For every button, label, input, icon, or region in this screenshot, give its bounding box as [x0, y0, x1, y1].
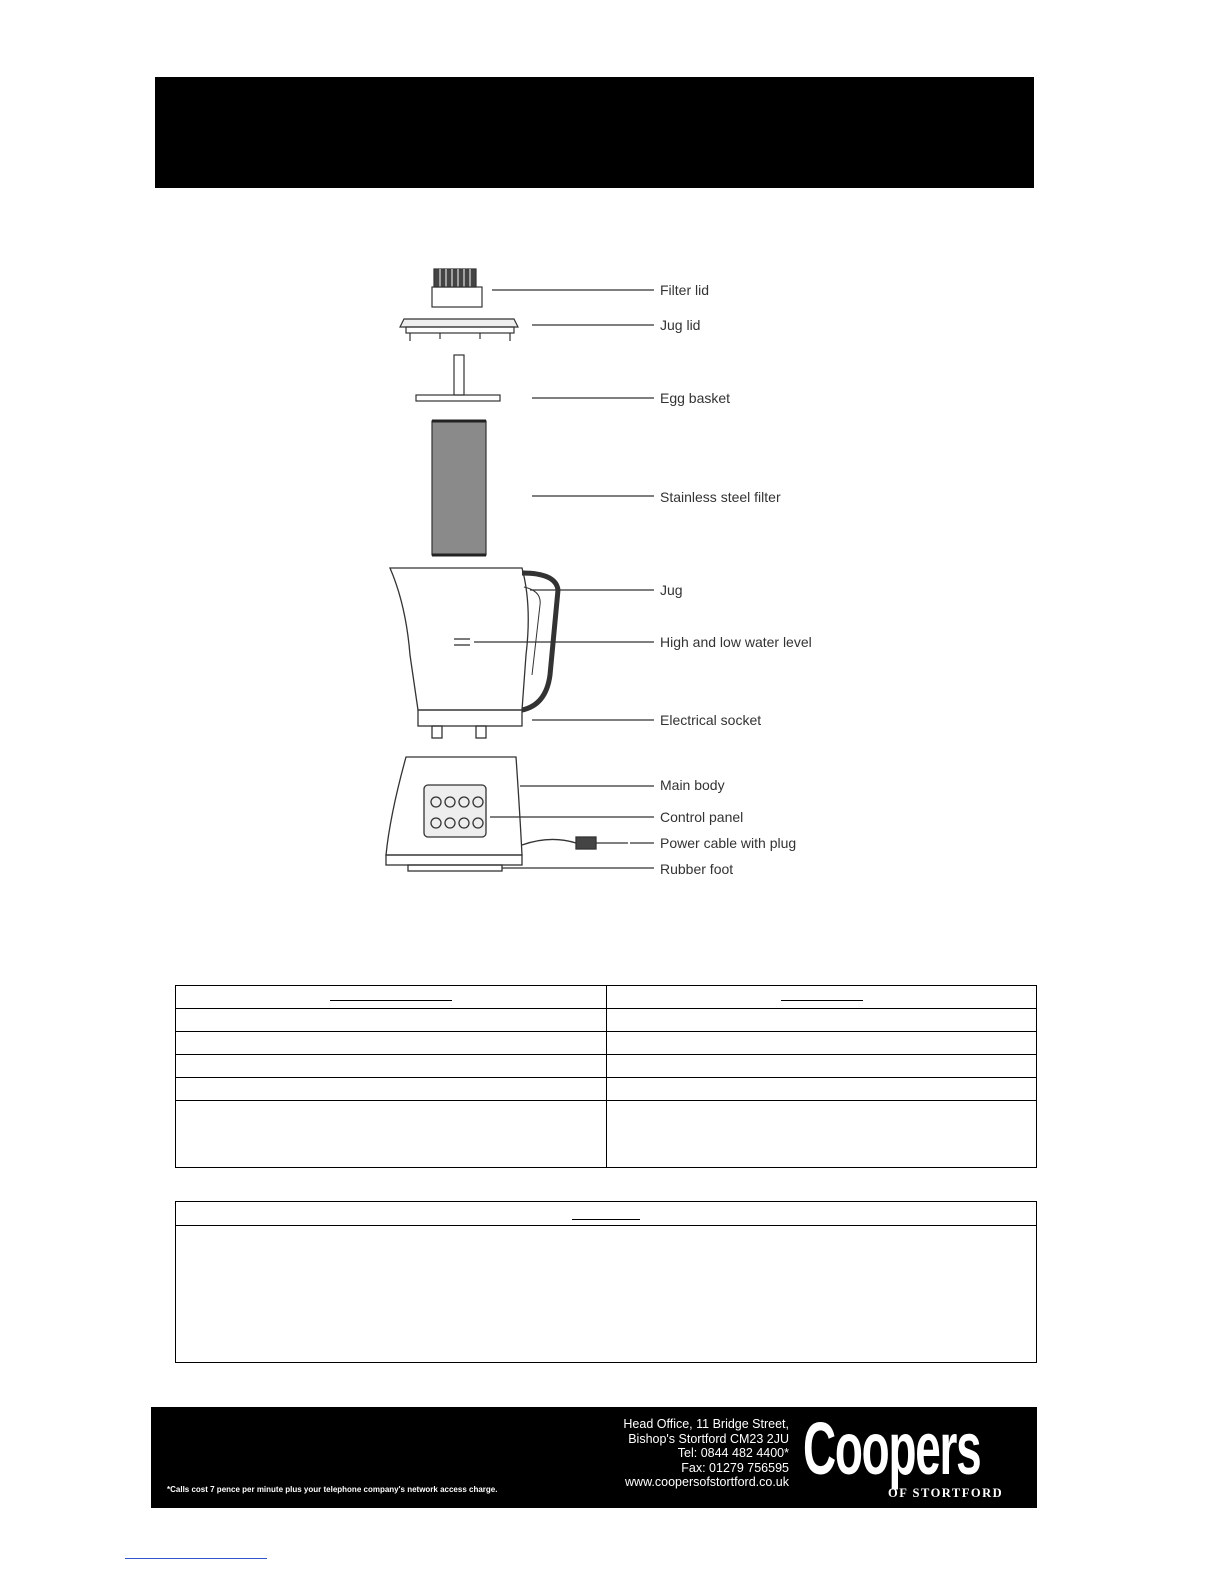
footer-banner [151, 1407, 1037, 1508]
link-underline[interactable] [125, 1558, 267, 1559]
company-address [623, 1417, 789, 1490]
notes-box [175, 1201, 1037, 1363]
address-line: Head Office, 11 Bridge Street, [623, 1417, 789, 1431]
table-row [176, 1078, 1037, 1101]
address-line: Bishop's Stortford CM23 2JU [628, 1431, 789, 1446]
product-parts-diagram [380, 255, 850, 895]
main-body-illustration [386, 757, 654, 871]
label-electrical-socket: Electrical socket [660, 712, 762, 728]
table-row [176, 1009, 1037, 1032]
logo-subtitle: OF STORTFORD [888, 1486, 1004, 1500]
label-stainless-filter: Stainless steel filter [660, 489, 781, 505]
table-row [176, 1055, 1037, 1078]
table-header-cell [176, 986, 607, 1009]
header-underline [781, 1000, 863, 1001]
label-main-body: Main body [660, 777, 725, 793]
coopers-logo: Coopers [803, 1407, 981, 1490]
label-egg-basket: Egg basket [660, 390, 731, 406]
notes-header [176, 1202, 1036, 1226]
table-row [176, 1101, 1037, 1168]
jug-illustration [390, 568, 654, 738]
header-banner [155, 77, 1034, 188]
specification-table [175, 985, 1037, 1168]
call-cost-disclaimer: *Calls cost 7 pence per minute plus your telephone company's network access charge. [167, 1485, 498, 1494]
label-jug: Jug [660, 582, 683, 598]
fax-line: Fax: 01279 756595 [681, 1460, 789, 1475]
stainless-filter-illustration [432, 421, 654, 555]
label-water-level: High and low water level [660, 634, 812, 650]
label-rubber-foot: Rubber foot [660, 861, 734, 877]
phone-line: Tel: 0844 482 4400* [677, 1446, 789, 1461]
egg-basket-illustration [416, 355, 654, 401]
table-row [176, 1032, 1037, 1055]
label-power-cable: Power cable with plug [660, 835, 797, 851]
header-underline [330, 1000, 452, 1001]
label-filter-lid: Filter lid [660, 282, 710, 298]
table-header-cell [607, 986, 1037, 1009]
website-link[interactable]: www.coopersofstortford.co.uk [625, 1475, 789, 1490]
table-header-row [176, 986, 1037, 1009]
jug-lid-illustration [400, 319, 654, 341]
header-underline [572, 1219, 640, 1220]
filter-lid-illustration [432, 269, 654, 307]
label-jug-lid: Jug lid [660, 317, 701, 333]
label-control-panel: Control panel [660, 809, 744, 825]
